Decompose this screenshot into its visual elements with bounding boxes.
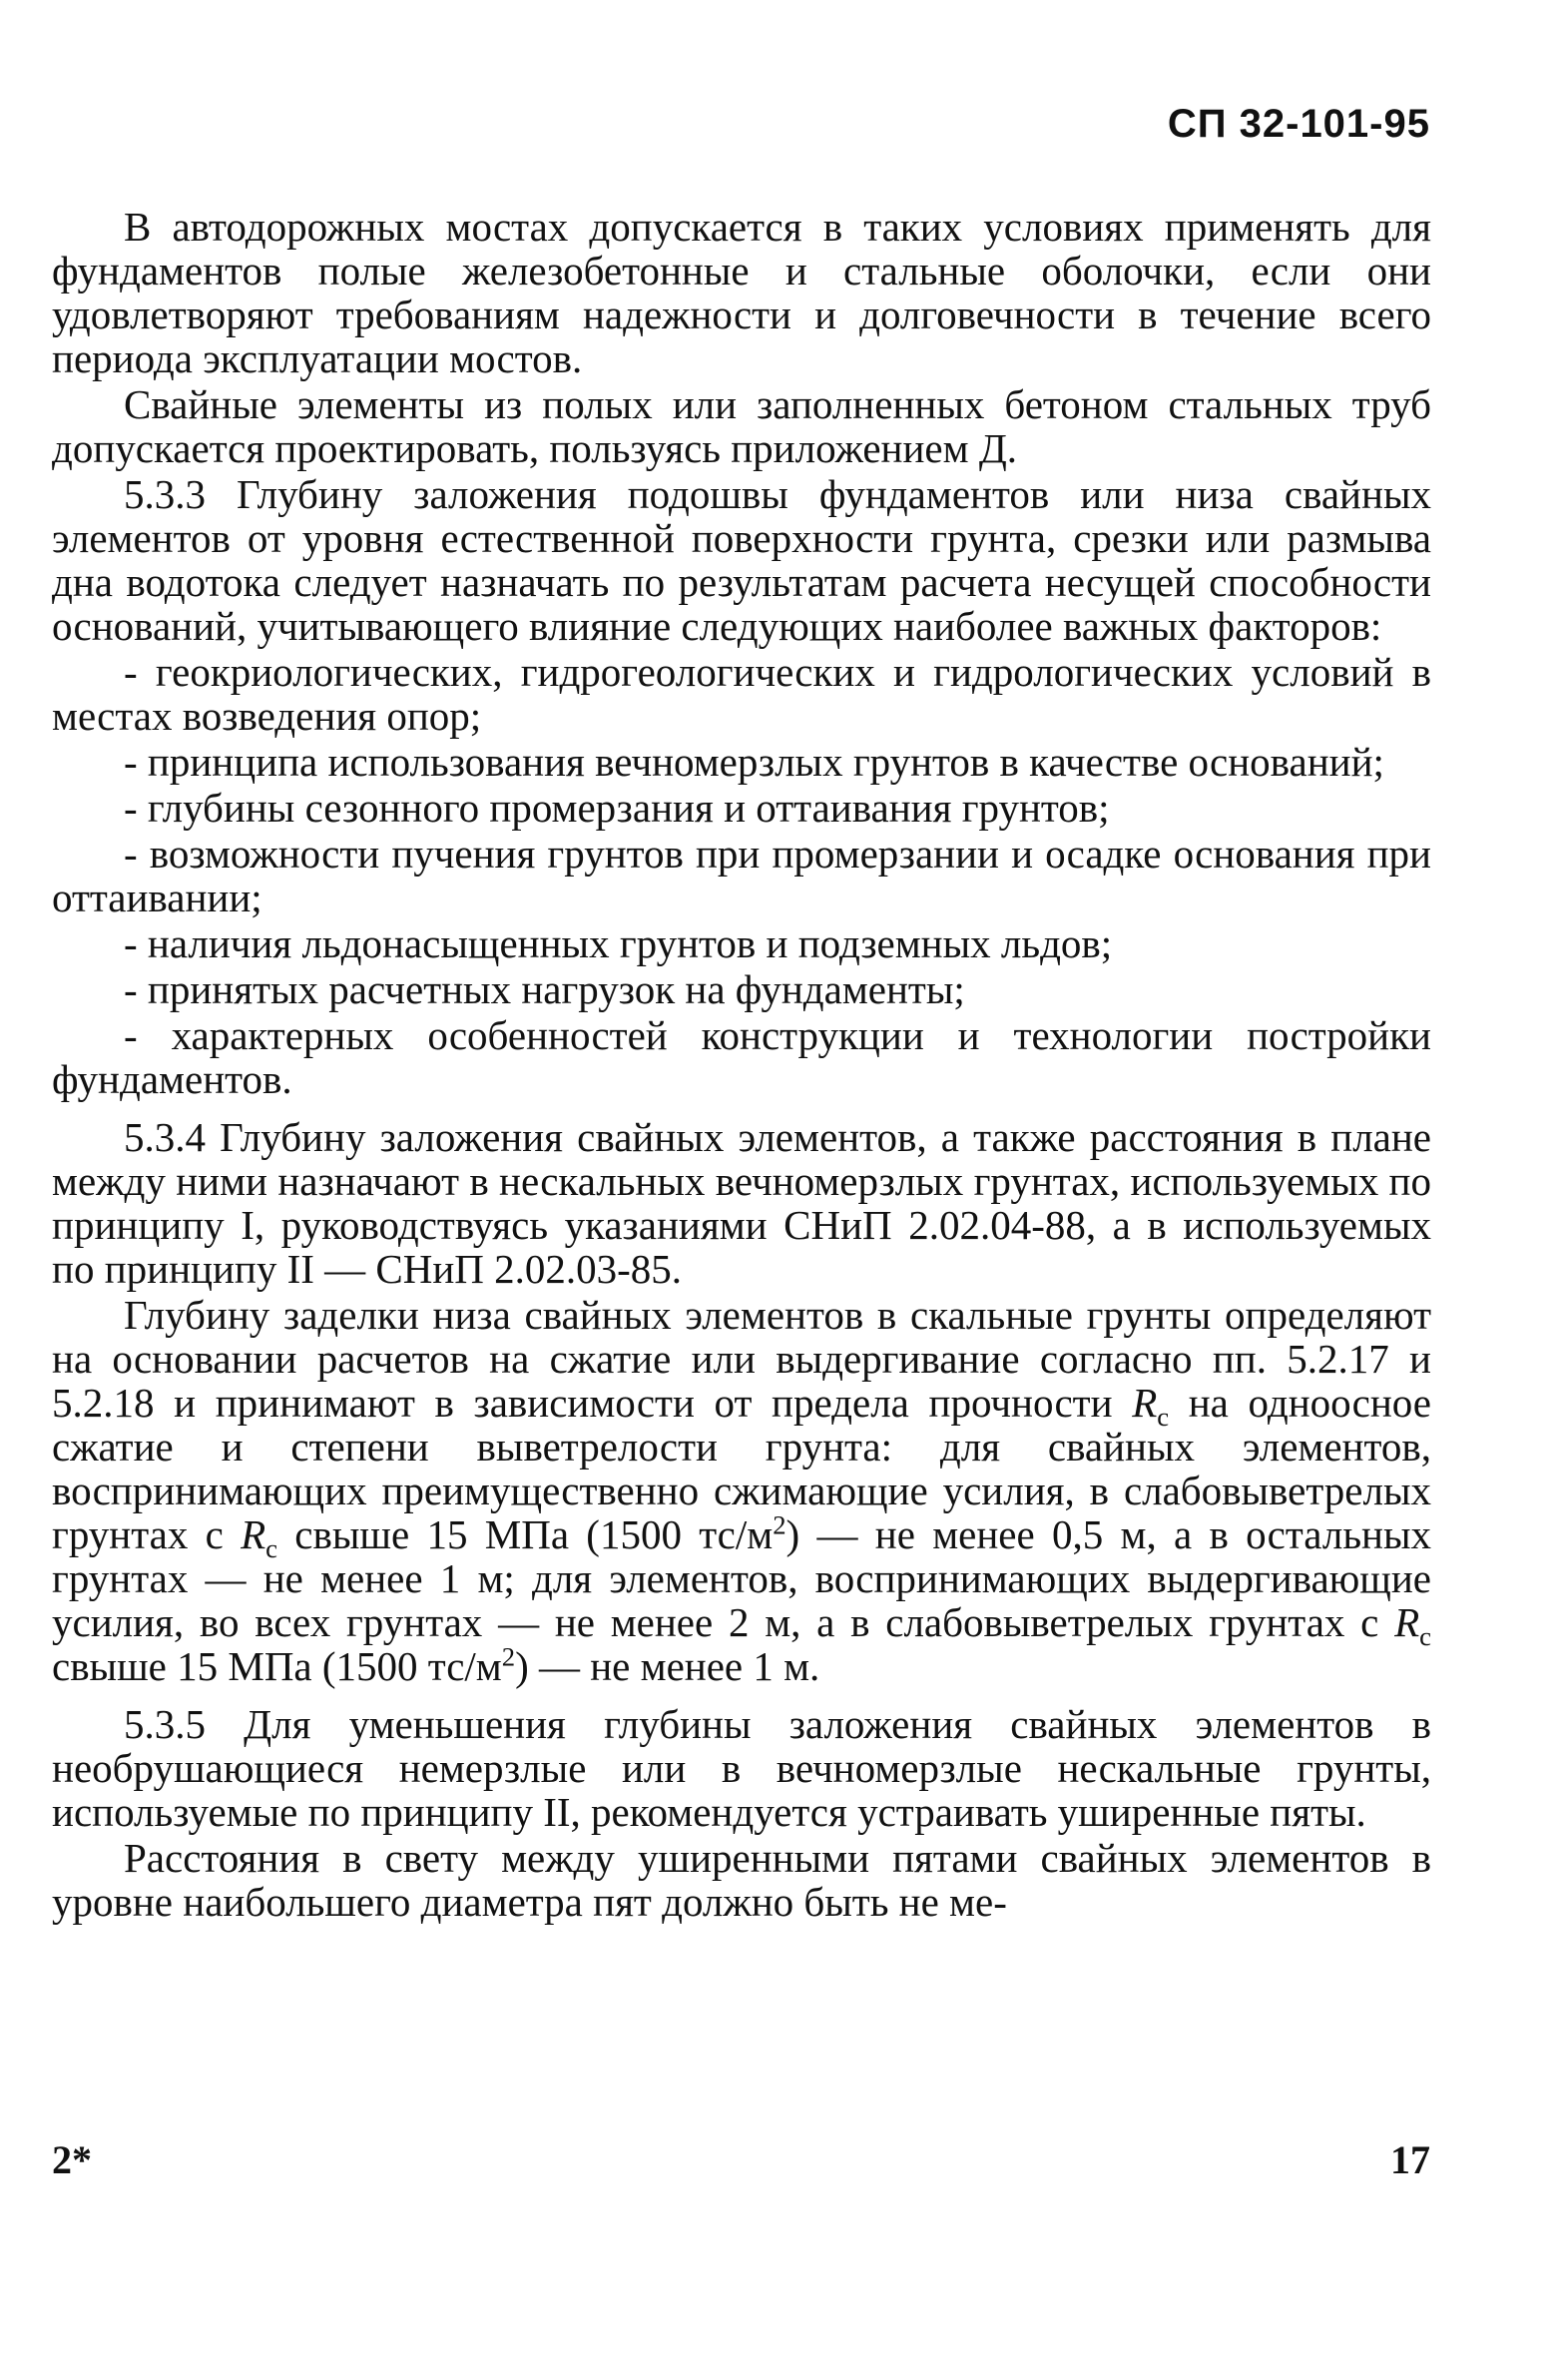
symbol-r: R — [1394, 1599, 1420, 1645]
paragraph-distances: Расстояния в свету между уширенными пятами свайных элементов в уровне наибольшего диаметра пят должно быть не ме- — [52, 1835, 1431, 1925]
symbol-r: R — [241, 1511, 266, 1557]
subscript-c: c — [1157, 1402, 1170, 1433]
text-fragment: свыше 15 МПа (1500 тс/м — [277, 1511, 774, 1557]
text-fragment: ) — не менее 0,5 м, а в остальных грунтах — не менее 1 м; для элементов, воспринимающих выдергивающие усилия, во всех грунтах — не менее 2 м, а в слабовыветрелых грунтах с — [52, 1511, 1432, 1645]
text-fragment: на одноосное сжатие и степени выветрелости грунта: для свайных элементов, воспринимающих преимущественно сжимающие усилия, в слабовыветрелых грунтах с — [52, 1380, 1431, 1557]
list-item: - возможности пучения грунтов при промерзании и осадке основания при оттаивании; — [52, 831, 1431, 920]
symbol-r: R — [1132, 1380, 1158, 1426]
list-item: - принципа использования вечномерзлых грунтов в качестве оснований; — [124, 739, 1384, 785]
text-fragment: свыше 15 МПа (1500 тс/м — [52, 1643, 502, 1689]
paragraph-5-3-4: 5.3.4 Глубину заложения свайных элементов, а также расстояния в плане между ними назначают в нескальных вечномерзлых грунтах, используемых по принципу I, руководствуясь указаниями СНиП 2.02.04-88, а в используемых по принципу II — СНиП 2.02.03-85. — [52, 1114, 1431, 1292]
page-number: 17 — [1390, 2137, 1430, 2182]
list-item: - характерных особенностей конструкции и технологии постройки фундаментов. — [52, 1012, 1431, 1102]
list-item: - принятых расчетных нагрузок на фундаменты; — [124, 966, 965, 1012]
list-item: - глубины сезонного промерзания и оттаивания грунтов; — [124, 785, 1110, 831]
subscript-c: c — [1419, 1621, 1431, 1652]
signature-mark: 2* — [52, 2137, 92, 2182]
paragraph-oboloчки: В автодорожных мостах допускается в таких условиях применять для фундаментов полые железобетонные и стальные оболочки, если они удовлетворяют требованиям надежности и долговечности в течение всего периода эксплуатации мостов. — [52, 204, 1431, 381]
list-item: - наличия льдонасыщенных грунтов и подземных льдов; — [124, 920, 1113, 966]
text-fragment: ) — не менее 1 м. — [515, 1643, 820, 1689]
paragraph-5-3-3: 5.3.3 Глубину заложения подошвы фундаментов или низа свайных элементов от уровня естественной поверхности грунта, срезки или размыва дна водотока следует назначать по результатам расчета несущей способности оснований, учитывающего влияние следующих наиболее важных факторов: — [52, 471, 1431, 649]
superscript-2: 2 — [773, 1509, 786, 1540]
superscript-2: 2 — [501, 1641, 516, 1672]
body-text — [52, 205, 1431, 1926]
paragraph-5-3-5: 5.3.5 Для уменьшения глубины заложения свайных элементов в необрушающиеся немерзлые или в вечномерзлые нескальные грунты, используемые по принципу II, рекомендуется устраивать уширенные пяты. — [52, 1701, 1431, 1835]
subscript-c: c — [265, 1533, 277, 1564]
text-fragment: Глубину заделки низа свайных элементов в скальные грунты определяют на основании расчетов на сжатие или выдергивание согласно пп. 5.2.17 и 5.2.18 и принимают в зависимости от предела прочности — [52, 1292, 1431, 1426]
list-item: - геокриологических, гидрогеологических и гидрологических условий в местах возведения опор; — [52, 649, 1431, 739]
paragraph-rock-embedding — [52, 1293, 1431, 1688]
paragraph-steel-pipes: Свайные элементы из полых или заполненных бетоном стальных труб допускается проектировать, пользуясь приложением Д. — [52, 381, 1431, 471]
document-code-header: СП 32-101-95 — [1167, 102, 1430, 146]
